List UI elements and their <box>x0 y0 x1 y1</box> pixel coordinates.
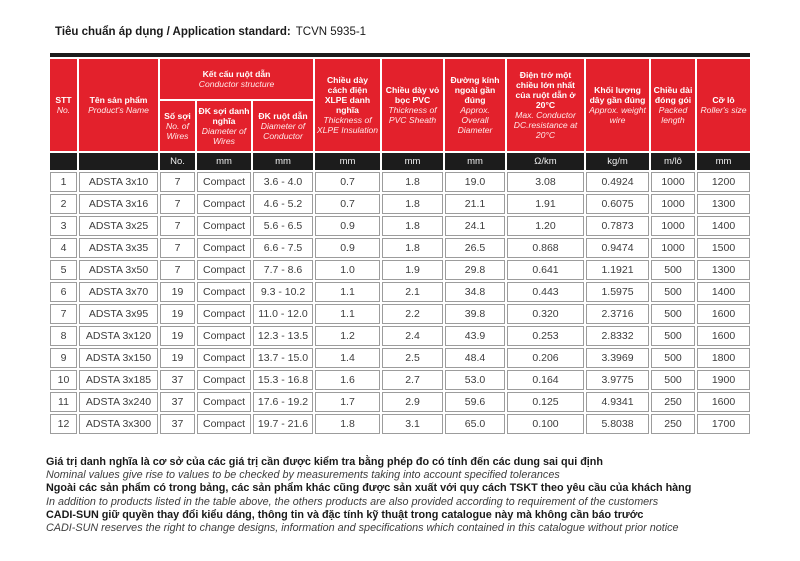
unit-cell: mm <box>382 153 443 170</box>
table-cell: 19 <box>160 326 195 346</box>
footer-note-vi: Giá trị danh nghĩa là cơ sở của các giá trị cần được kiểm tra bằng phép đo có tính đến các dung sai qui định <box>46 456 603 468</box>
table-cell: 37 <box>160 392 195 412</box>
table-cell: ADSTA 3x16 <box>79 194 158 214</box>
table-cell: 5.8038 <box>586 414 649 434</box>
header-en: Product's Name <box>88 105 149 115</box>
unit-cell: kg/m <box>586 153 649 170</box>
table-cell: 1700 <box>697 414 750 434</box>
table-cell: 0.164 <box>507 370 584 390</box>
header-vi: Tên sản phẩm <box>89 94 148 105</box>
table-cell: 0.206 <box>507 348 584 368</box>
header-vi: STT <box>55 94 72 105</box>
table-cell: Compact <box>197 194 251 214</box>
footer-note-vi: CADI-SUN giữ quyền thay đổi kiểu dáng, thông tin và đặc tính kỹ thuật trong catalogue này mà không cần báo trước <box>46 508 644 521</box>
header-vi: Số sợi <box>164 110 191 121</box>
header-en: Roller's size <box>700 105 747 115</box>
table-cell: 0.641 <box>507 260 584 280</box>
table-cell: 2.3716 <box>586 304 649 324</box>
table-row <box>50 282 750 302</box>
header-en: No. of Wires <box>166 120 189 142</box>
table-cell: 7 <box>160 172 195 192</box>
table-cell: 1.0 <box>315 260 380 280</box>
table-top-bar-row <box>50 53 750 57</box>
col-header-overall-diameter <box>445 59 505 151</box>
table-cell: 1.8 <box>315 414 380 434</box>
table-cell: ADSTA 3x185 <box>79 370 158 390</box>
col-header-conductor-structure <box>160 59 313 99</box>
table-cell: 1000 <box>651 238 695 258</box>
table-cell: 2.7 <box>382 370 443 390</box>
table-cell: 43.9 <box>445 326 505 346</box>
col-header-stt <box>50 59 77 151</box>
table-cell: 5 <box>50 260 77 280</box>
table-cell: Compact <box>197 238 251 258</box>
table-row <box>50 392 750 412</box>
col-header-diameter-of-conductor <box>253 101 313 151</box>
table-cell: 19 <box>160 304 195 324</box>
table-cell: 15.3 - 16.8 <box>253 370 313 390</box>
table-cell: Compact <box>197 172 251 192</box>
table-cell: 0.125 <box>507 392 584 412</box>
col-header-packed-length <box>651 59 695 151</box>
table-cell: 0.9 <box>315 216 380 236</box>
header-vi: ĐK sợi danh nghĩa <box>198 105 250 126</box>
table-cell: 37 <box>160 370 195 390</box>
table-cell: ADSTA 3x10 <box>79 172 158 192</box>
header-vi: ĐK ruột dẫn <box>258 110 308 121</box>
col-header-pvc-thickness <box>382 59 443 151</box>
table-cell: 1600 <box>697 326 750 346</box>
unit-cell: No. <box>160 153 195 170</box>
table-cell: 1300 <box>697 260 750 280</box>
table-cell: 1.1921 <box>586 260 649 280</box>
table-row <box>50 414 750 434</box>
table-cell: 500 <box>651 370 695 390</box>
footer-notes <box>46 456 762 535</box>
table-cell: Compact <box>197 414 251 434</box>
table-cell: 7.7 - 8.6 <box>253 260 313 280</box>
header-vi: Chiều dày cách điện XLPE danh nghĩa <box>324 74 371 115</box>
unit-cell <box>79 153 158 170</box>
col-header-xlpe-thickness <box>315 59 380 151</box>
header-vi: Chiều dài đóng gói <box>653 84 693 105</box>
units-row <box>50 153 750 170</box>
table-cell: 19 <box>160 282 195 302</box>
table-cell: 17.6 - 19.2 <box>253 392 313 412</box>
table-cell: 11 <box>50 392 77 412</box>
header-en: Approx. Overall Diameter <box>457 105 493 136</box>
table-cell: 13.7 - 15.0 <box>253 348 313 368</box>
table-row <box>50 172 750 192</box>
table-cell: 1400 <box>697 282 750 302</box>
table-cell: 3.6 - 4.0 <box>253 172 313 192</box>
table-cell: 1.4 <box>315 348 380 368</box>
table-cell: 1.20 <box>507 216 584 236</box>
table-cell: 3.3969 <box>586 348 649 368</box>
header-vi: Đường kính ngoài gần đúng <box>450 74 500 105</box>
table-cell: 7 <box>160 238 195 258</box>
table-cell: 1000 <box>651 194 695 214</box>
table-row <box>50 326 750 346</box>
table-cell: 250 <box>651 414 695 434</box>
footer-note-en: Nominal values give rise to values to be checked by measurements taking into account specified tolerances <box>46 469 560 482</box>
table-cell: 1.2 <box>315 326 380 346</box>
unit-cell: mm <box>315 153 380 170</box>
table-cell: 500 <box>651 304 695 324</box>
table-cell: 3.9775 <box>586 370 649 390</box>
unit-cell <box>50 153 77 170</box>
application-standard-label: Tiêu chuẩn áp dụng / Application standard: <box>55 26 291 38</box>
table-cell: 19 <box>160 348 195 368</box>
table-cell: 21.1 <box>445 194 505 214</box>
header-en: Diameter of Wires <box>201 126 247 147</box>
table-row <box>50 194 750 214</box>
table-cell: 11.0 - 12.0 <box>253 304 313 324</box>
table-cell: 1600 <box>697 304 750 324</box>
table-cell: 8 <box>50 326 77 346</box>
table-cell: ADSTA 3x25 <box>79 216 158 236</box>
table-cell: Compact <box>197 370 251 390</box>
col-header-roller-size <box>697 59 750 151</box>
table-cell: 1.6 <box>315 370 380 390</box>
table-cell: 12 <box>50 414 77 434</box>
unit-cell: mm <box>697 153 750 170</box>
table-cell: 0.4924 <box>586 172 649 192</box>
table-cell: ADSTA 3x70 <box>79 282 158 302</box>
table-cell: 1200 <box>697 172 750 192</box>
table-cell: 19.7 - 21.6 <box>253 414 313 434</box>
header-en: Thickness of XLPE Insulation <box>316 115 379 136</box>
table-top-bar <box>50 53 750 57</box>
col-header-diameter-of-wires <box>197 101 251 151</box>
unit-cell: mm <box>253 153 313 170</box>
table-cell: ADSTA 3x300 <box>79 414 158 434</box>
table-cell: 0.9 <box>315 238 380 258</box>
header-en: Approx. weight wire <box>589 105 646 126</box>
table-cell: 1.9 <box>382 260 443 280</box>
table-cell: 24.1 <box>445 216 505 236</box>
page-title <box>55 26 366 38</box>
table-cell: 34.8 <box>445 282 505 302</box>
table-cell: ADSTA 3x150 <box>79 348 158 368</box>
table-cell: 1.8 <box>382 172 443 192</box>
table-cell: 1000 <box>651 172 695 192</box>
table-cell: 39.8 <box>445 304 505 324</box>
table-cell: 7 <box>50 304 77 324</box>
table-cell: 1.7 <box>315 392 380 412</box>
table-cell: 1.8 <box>382 238 443 258</box>
footer-note-en: CADI-SUN reserves the right to change designs, information and specifications which contained in this catalogue without prior notice <box>46 522 679 535</box>
table-cell: 6.6 - 7.5 <box>253 238 313 258</box>
table-cell: 1000 <box>651 216 695 236</box>
table-cell: 500 <box>651 348 695 368</box>
table-cell: 48.4 <box>445 348 505 368</box>
table-cell: 1300 <box>697 194 750 214</box>
table-cell: 19.0 <box>445 172 505 192</box>
table-cell: 1400 <box>697 216 750 236</box>
table-cell: 29.8 <box>445 260 505 280</box>
table-cell: 2 <box>50 194 77 214</box>
table-cell: 2.1 <box>382 282 443 302</box>
table-cell: 53.0 <box>445 370 505 390</box>
table-cell: Compact <box>197 282 251 302</box>
table-body <box>50 172 750 434</box>
table-cell: 0.443 <box>507 282 584 302</box>
table-cell: Compact <box>197 326 251 346</box>
table-cell: 1.1 <box>315 282 380 302</box>
table-cell: ADSTA 3x240 <box>79 392 158 412</box>
table-cell: Compact <box>197 260 251 280</box>
table-cell: 12.3 - 13.5 <box>253 326 313 346</box>
table-cell: 0.6075 <box>586 194 649 214</box>
table-cell: 0.9474 <box>586 238 649 258</box>
header-en: Thickness of PVC Sheath <box>388 105 437 126</box>
table-cell: 1 <box>50 172 77 192</box>
table-cell: 5.6 - 6.5 <box>253 216 313 236</box>
table-cell: 1.91 <box>507 194 584 214</box>
table-row <box>50 216 750 236</box>
table-cell: 2.4 <box>382 326 443 346</box>
header-en: Diameter of Conductor <box>260 120 306 142</box>
footer-note-vi: Ngoài các sản phẩm có trong bảng, các sản phẩm khác cũng được sản xuất với quy cách TSKT theo yêu cầu của khách hàng <box>46 482 692 495</box>
table-cell: 4.9341 <box>586 392 649 412</box>
table-cell: 0.320 <box>507 304 584 324</box>
spec-table <box>48 51 752 436</box>
table-cell: 1900 <box>697 370 750 390</box>
table-cell: 2.8332 <box>586 326 649 346</box>
table-cell: 500 <box>651 260 695 280</box>
table-cell: 0.7873 <box>586 216 649 236</box>
header-vi: Kết cấu ruột dẫn <box>202 68 271 79</box>
table-cell: 2.5 <box>382 348 443 368</box>
table-cell: Compact <box>197 348 251 368</box>
footer-note-en: In addition to products listed in the table above, the others products are also provided according to requirement of the customers <box>46 495 659 508</box>
table-cell: 1.5975 <box>586 282 649 302</box>
table-cell: 7 <box>160 194 195 214</box>
unit-cell: Ω/km <box>507 153 584 170</box>
header-vi: Khối lượng dây gần đúng <box>589 84 646 105</box>
table-cell: 37 <box>160 414 195 434</box>
table-cell: 3.08 <box>507 172 584 192</box>
table-cell: 59.6 <box>445 392 505 412</box>
header-en: Conductor structure <box>198 79 275 89</box>
col-header-product-name <box>79 59 158 151</box>
table-cell: 7 <box>160 216 195 236</box>
table-row <box>50 348 750 368</box>
table-cell: 26.5 <box>445 238 505 258</box>
col-header-dc-resistance <box>507 59 584 151</box>
table-row <box>50 370 750 390</box>
table-cell: 65.0 <box>445 414 505 434</box>
header-vi: Cỡ lô <box>712 94 735 105</box>
header-vi: Chiều dày vỏ bọc PVC <box>385 84 440 105</box>
table-cell: 500 <box>651 326 695 346</box>
table-cell: 6 <box>50 282 77 302</box>
header-en: No. <box>56 105 71 115</box>
table-cell: 10 <box>50 370 77 390</box>
table-cell: 250 <box>651 392 695 412</box>
table-cell: Compact <box>197 392 251 412</box>
table-cell: Compact <box>197 304 251 324</box>
table-cell: 1600 <box>697 392 750 412</box>
table-cell: 0.7 <box>315 194 380 214</box>
col-header-weight <box>586 59 649 151</box>
table-row <box>50 260 750 280</box>
table-cell: 0.868 <box>507 238 584 258</box>
table-cell: 4 <box>50 238 77 258</box>
table-cell: 1.8 <box>382 194 443 214</box>
table-cell: 500 <box>651 282 695 302</box>
table-cell: 0.100 <box>507 414 584 434</box>
table-cell: ADSTA 3x95 <box>79 304 158 324</box>
table-row <box>50 238 750 258</box>
table-cell: 2.2 <box>382 304 443 324</box>
table-cell: 4.6 - 5.2 <box>253 194 313 214</box>
table-cell: 3.1 <box>382 414 443 434</box>
table-cell: 7 <box>160 260 195 280</box>
table-cell: ADSTA 3x35 <box>79 238 158 258</box>
unit-cell: m/lô <box>651 153 695 170</box>
col-header-no-of-wires <box>160 101 195 151</box>
unit-cell: mm <box>445 153 505 170</box>
table-cell: ADSTA 3x50 <box>79 260 158 280</box>
application-standard-value: TCVN 5935-1 <box>295 26 367 38</box>
header-vi: Điện trở một chiều lớn nhất của ruột dẫn ở 20°C <box>515 69 576 110</box>
table-cell: 9.3 - 10.2 <box>253 282 313 302</box>
header-en: Max. Conductor DC.resistance at 20°C <box>513 110 578 141</box>
table-cell: 1800 <box>697 348 750 368</box>
table-cell: Compact <box>197 216 251 236</box>
table-cell: 9 <box>50 348 77 368</box>
header-en: Packed length <box>658 105 688 126</box>
table-cell: 1500 <box>697 238 750 258</box>
table-cell: ADSTA 3x120 <box>79 326 158 346</box>
table-cell: 3 <box>50 216 77 236</box>
table-row <box>50 304 750 324</box>
table-cell: 0.253 <box>507 326 584 346</box>
unit-cell: mm <box>197 153 251 170</box>
table-cell: 1.8 <box>382 216 443 236</box>
table-cell: 2.9 <box>382 392 443 412</box>
table-cell: 1.1 <box>315 304 380 324</box>
table-cell: 0.7 <box>315 172 380 192</box>
